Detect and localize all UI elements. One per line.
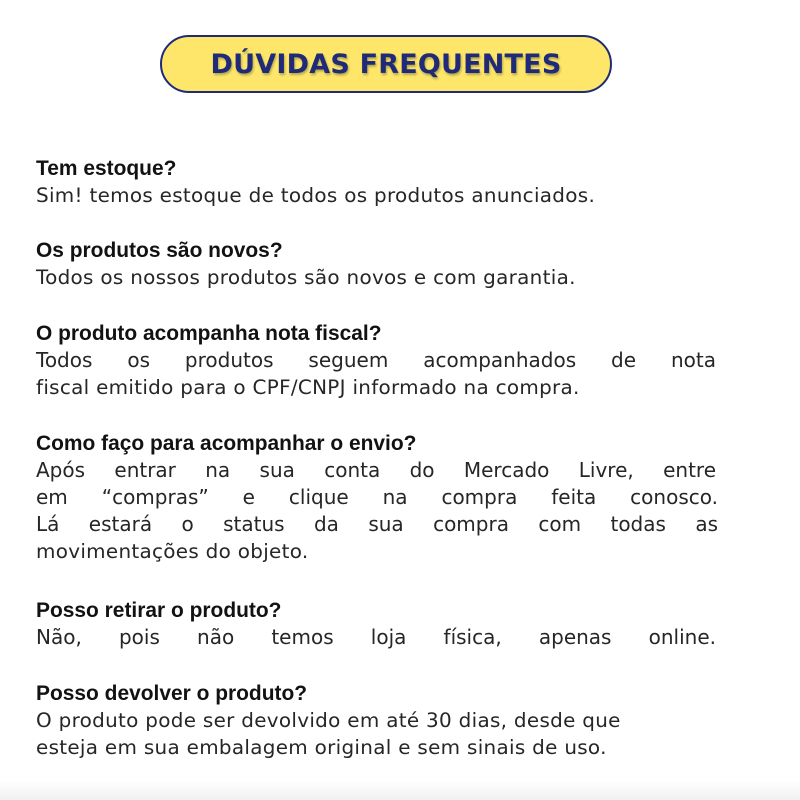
faq-answer: Todos os nossos produtos são novos e com garantia. xyxy=(36,265,576,289)
faq-item-pickup xyxy=(36,597,766,651)
faq-answer-line: Lá estará o status da sua compra com todas as xyxy=(36,512,718,536)
faq-answer-line: Após entrar na sua conta do Mercado Livre, entre xyxy=(36,458,716,482)
faq-item-invoice xyxy=(36,320,766,401)
faq-question: Tem estoque? xyxy=(36,157,177,180)
faq-answer: Não, pois não temos loja física, apenas online. xyxy=(36,625,716,649)
faq-answer-line: em “compras” e clique na compra feita conosco. xyxy=(36,485,718,509)
faq-item-returns xyxy=(36,680,766,761)
faq-item-stock xyxy=(36,155,766,209)
page-title: DÚVIDAS FREQUENTES xyxy=(210,48,562,80)
faq-answer-line: movimentações do objeto. xyxy=(36,539,309,563)
faq-question: Os produtos são novos? xyxy=(36,239,283,262)
faq-answer-line: Todos os produtos seguem acompanhados de nota xyxy=(36,348,716,372)
faq-answer-line: O produto pode ser devolvido em até 30 dias, desde que xyxy=(36,708,621,732)
faq-item-new-products xyxy=(36,237,766,291)
faq-answer-line: esteja em sua embalagem original e sem sinais de uso. xyxy=(36,735,607,759)
faq-question: Como faço para acompanhar o envio? xyxy=(36,432,417,455)
faq-answer: Sim! temos estoque de todos os produtos anunciados. xyxy=(36,183,596,207)
header-banner xyxy=(160,35,612,93)
faq-question: O produto acompanha nota fiscal? xyxy=(36,322,382,345)
faq-question: Posso retirar o produto? xyxy=(36,599,282,622)
faq-answer-line: fiscal emitido para o CPF/CNPJ informado na compra. xyxy=(36,375,580,399)
faq-question: Posso devolver o produto? xyxy=(36,682,308,705)
bottom-shadow xyxy=(0,780,800,800)
faq-item-tracking xyxy=(36,430,766,565)
